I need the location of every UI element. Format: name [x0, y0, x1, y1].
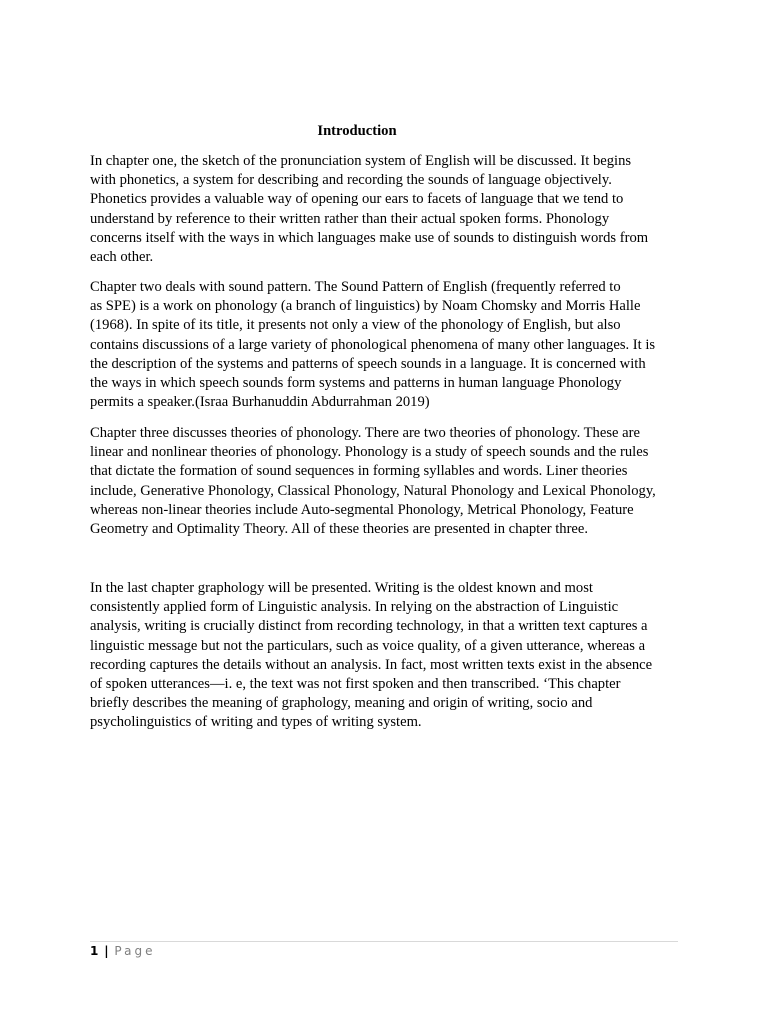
paragraph-chapter-two — [90, 278, 680, 412]
paragraph-line: include, Generative Phonology, Classical Phonology, Natural Phonology and Lexical Phonology, — [90, 482, 656, 499]
page-title: Introduction — [317, 123, 397, 139]
footer-separator: | — [104, 944, 109, 958]
paragraph-line: understand by reference to their written rather than their actual spoken forms. Phonology — [90, 210, 610, 227]
paragraph-line: the description of the systems and patterns of speech sounds in a language. It is concerned with — [90, 355, 646, 372]
paragraph-line: recording captures the details without an analysis. In fact, most written texts exist in the absence — [90, 656, 653, 673]
paragraph-line: whereas non-linear theories include Auto-segmental Phonology, Metrical Phonology, Feature — [90, 501, 634, 518]
paragraph-line: permits a speaker.(Israa Burhanuddin Abdurrahman 2019) — [90, 394, 430, 411]
paragraph-line: psycholinguistics of writing and types of writing system. — [90, 714, 422, 731]
paragraph-line: consistently applied form of Linguistic analysis. In relying on the abstraction of Linguistic — [90, 599, 619, 616]
page-label: Page — [114, 944, 156, 958]
paragraph-line: (1968). In spite of its title, it presents not only a view of the phonology of English, but also — [90, 317, 621, 334]
paragraph-line: In the last chapter graphology will be presented. Writing is the oldest known and most — [90, 580, 593, 596]
paragraph-line: that dictate the formation of sound sequences in forming syllables and words. Liner theories — [90, 463, 628, 480]
paragraph-line: linguistic message but not the particulars, such as voice quality, of a given utterance, whereas a — [90, 637, 646, 654]
paragraph-line: Chapter two deals with sound pattern. The Sound Pattern of English (frequently referred to — [90, 279, 621, 295]
paragraph-line: the ways in which speech sounds form systems and patterns in human language Phonology — [90, 375, 622, 392]
paragraph-line: In chapter one, the sketch of the pronunciation system of English will be discussed. It begins — [90, 153, 632, 169]
paragraph-line: contains discussions of a large variety of phonological phenomena of many other languages. It is — [90, 336, 656, 353]
paragraph-line: briefly describes the meaning of graphology, meaning and origin of writing, socio and — [90, 695, 593, 712]
paragraph-chapter-one — [90, 152, 680, 267]
paragraph-line: analysis, writing is crucially distinct from recording technology, in that a written text captures a — [90, 618, 648, 635]
page-number: 1 — [90, 944, 99, 958]
paragraph-line: concerns itself with the ways in which languages make use of sounds to distinguish words from — [90, 229, 649, 246]
paragraph-chapter-three — [90, 424, 680, 539]
paragraph-line: each other. — [90, 249, 154, 266]
paragraph-line: Chapter three discusses theories of phonology. There are two theories of phonology. These are — [90, 425, 640, 441]
paragraph-line: as SPE) is a work on phonology (a branch of linguistics) by Noam Chomsky and Morris Halle — [90, 298, 641, 315]
paragraph-line: Phonetics provides a valuable way of opening our ears to facets of language that we tend to — [90, 191, 624, 208]
paragraph-last-chapter — [90, 579, 680, 733]
page-footer — [90, 943, 155, 959]
paragraph-line: of spoken utterances—i. e, the text was not first spoken and then transcribed. ‘This chapter — [90, 676, 621, 693]
paragraph-line: Geometry and Optimality Theory. All of these theories are presented in chapter three. — [90, 521, 589, 538]
paragraph-line: linear and nonlinear theories of phonology. Phonology is a study of speech sounds and the rules — [90, 444, 649, 461]
paragraph-line: with phonetics, a system for describing and recording the sounds of language objectively. — [90, 172, 612, 189]
footer-divider — [90, 941, 678, 942]
